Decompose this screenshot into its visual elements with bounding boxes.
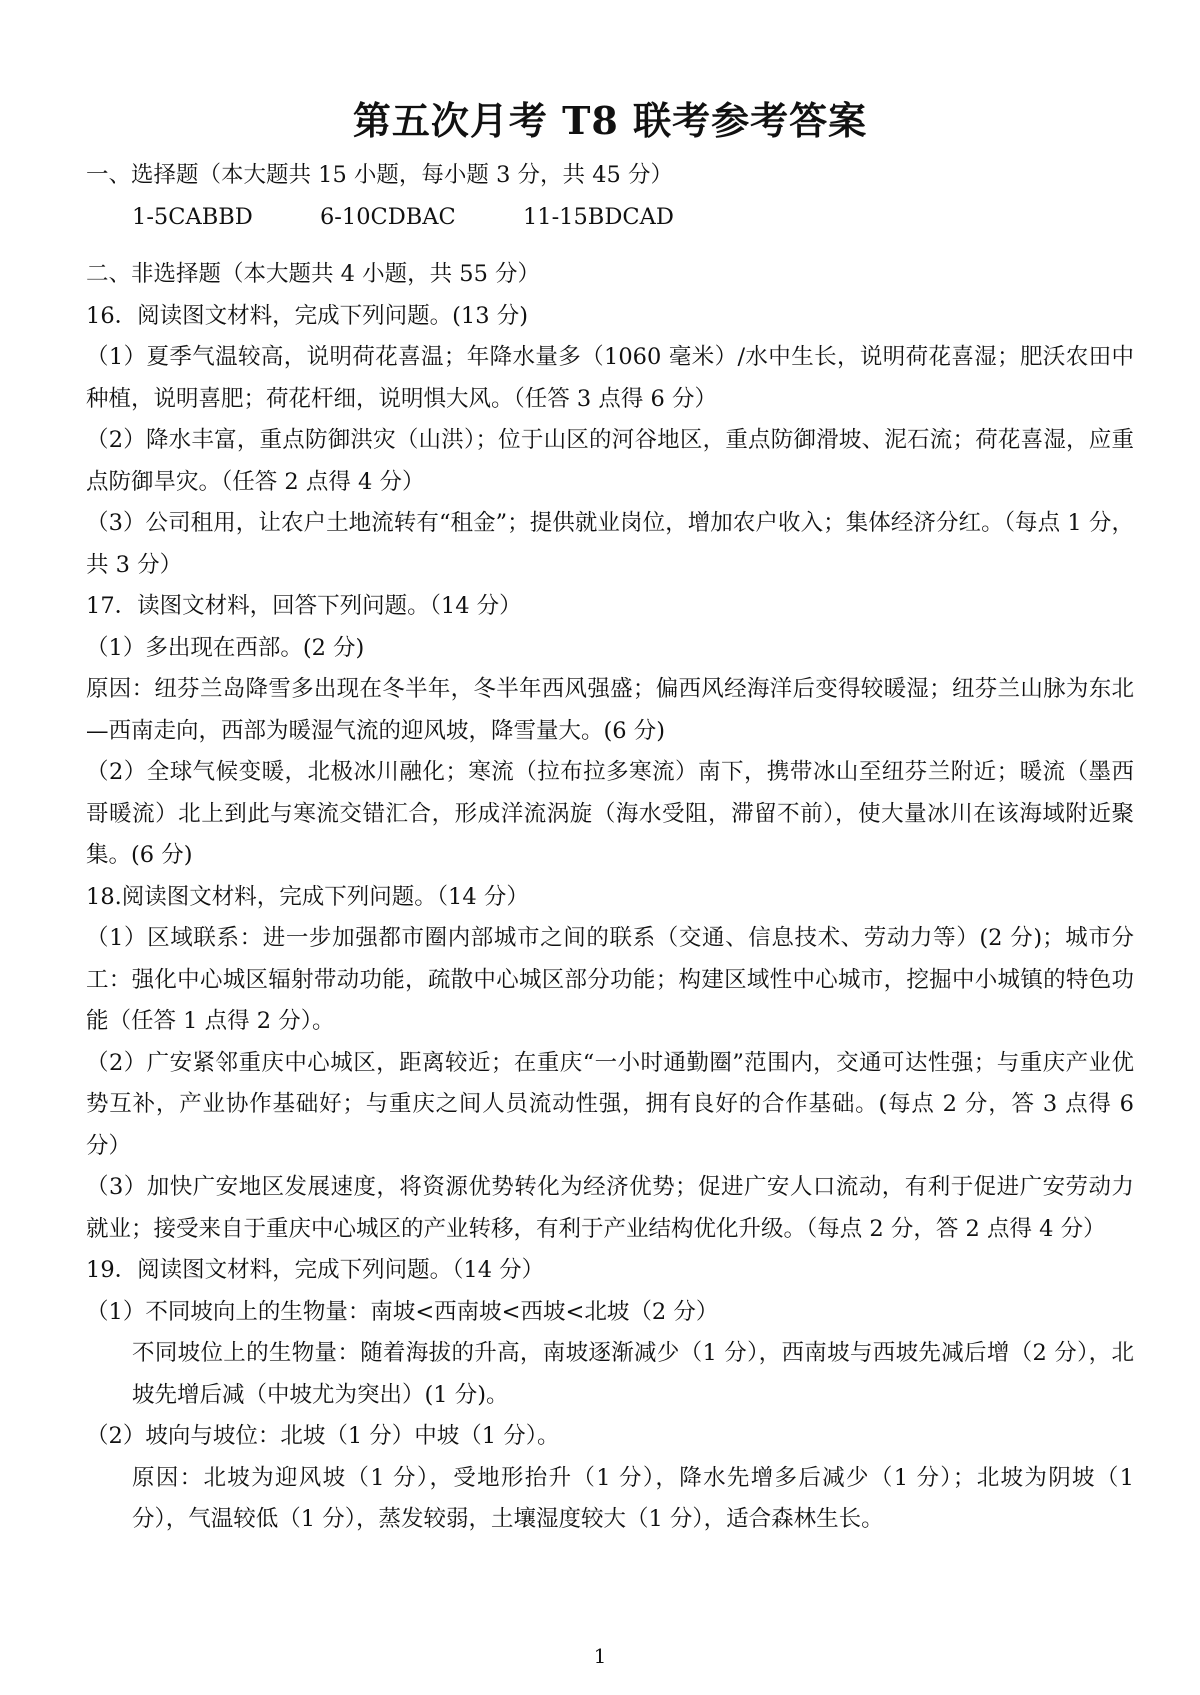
q19-reason: 原因：北坡为迎风坡（1 分），受地形抬升（1 分），降水先增多后减少（1 分）；北坡为阴坡（1 分），气温较低（1 分），蒸发较弱，土壤湿度较大（1 分），适合森林生长。 <box>132 1464 1134 1532</box>
section2-heading: 二、非选择题（本大题共 4 小题，共 55 分） <box>86 261 541 287</box>
q17-answer-1: （1）多出现在西部。(2 分) <box>86 634 365 661</box>
answers-1-5: 1-5CABBD <box>132 203 253 230</box>
q16-answer-1: （1）夏季气温较高，说明荷花喜温；年降水量多（1060 毫米）/水中生长，说明荷花喜湿；肥沃农田中种植，说明喜肥；荷花杆细，说明惧大风。（任答 3 点得 6 分） <box>86 344 1134 412</box>
q18-answer-2: （2）广安紧邻重庆中心城区，距离较近；在重庆“一小时通勤圈”范围内，交通可达性强；与重庆产业优势互补，产业协作基础好；与重庆之间人员流动性强，拥有良好的合作基础。(每点 2 分，答 3 点得 6 分） <box>86 1049 1134 1159</box>
answers-6-10: 6-10CDBAC <box>319 203 456 230</box>
q19-slope-position: 不同坡位上的生物量：随着海拔的升高，南坡逐渐减少（1 分），西南坡与西坡先减后增（2 分），北坡先增后减（中坡尤为突出）(1 分)。 <box>132 1340 1134 1408</box>
q18-title: 18.阅读图文材料，完成下列问题。（14 分） <box>86 883 529 910</box>
q17-reason: 原因：纽芬兰岛降雪多出现在冬半年，冬半年西风强盛；偏西风经海洋后变得较暖湿；纽芬兰山脉为东北—西南走向，西部为暖湿气流的迎风坡，降雪量大。(6 分) <box>86 676 1134 744</box>
multiple-choice-answers <box>86 197 1134 239</box>
q16-title: 16．阅读图文材料，完成下列问题。(13 分) <box>86 302 528 329</box>
q17-answer-2: （2）全球气候变暖，北极冰川融化；寒流（拉布拉多寒流）南下，携带冰山至纽芬兰附近；暖流（墨西哥暖流）北上到此与寒流交错汇合，形成洋流涡旋（海水受阻，滞留不前），使大量冰川在该海域附近聚集。(6 分) <box>86 759 1134 868</box>
q19-answer-1: （1）不同坡向上的生物量：南坡<西南坡<西坡<北坡（2 分） <box>86 1298 719 1325</box>
q19-title: 19．阅读图文材料，完成下列问题。（14 分） <box>86 1257 545 1283</box>
q19-answer-2: （2）坡向与坡位：北坡（1 分）中坡（1 分）。 <box>86 1423 560 1449</box>
q16-answer-3: （3）公司租用，让农户土地流转有“租金”；提供就业岗位，增加农户收入；集体经济分红。（每点 1 分，共 3 分） <box>86 510 1134 578</box>
q17-title: 17．读图文材料，回答下列问题。（14 分） <box>86 593 522 619</box>
q18-answer-3: （3）加快广安地区发展速度，将资源优势转化为经济优势；促进广安人口流动，有利于促进广安劳动力就业；接受来自于重庆中心城区的产业转移，有利于产业结构优化升级。（每点 2 分，答 2 点得 4 分） <box>86 1174 1134 1242</box>
q18-answer-1: （1）区域联系：进一步加强都市圈内部城市之间的联系（交通、信息技术、劳动力等）(2 分)；城市分工：强化中心城区辐射带动功能，疏散中心城区部分功能；构建区域性中心城市，挖掘中小城镇的特色功能（任答 1 点得 2 分）。 <box>86 925 1134 1034</box>
page-title: 第五次月考 T8 联考参考答案 <box>352 98 868 143</box>
page-number: 1 <box>593 1644 607 1668</box>
section1-heading: 一、选择题（本大题共 15 小题，每小题 3 分，共 45 分） <box>86 162 673 188</box>
q16-answer-2: （2）降水丰富，重点防御洪灾（山洪）；位于山区的河谷地区，重点防御滑坡、泥石流；荷花喜湿，应重点防御旱灾。（任答 2 点得 4 分） <box>86 427 1134 495</box>
answers-11-15: 11-15BDCAD <box>522 203 674 230</box>
